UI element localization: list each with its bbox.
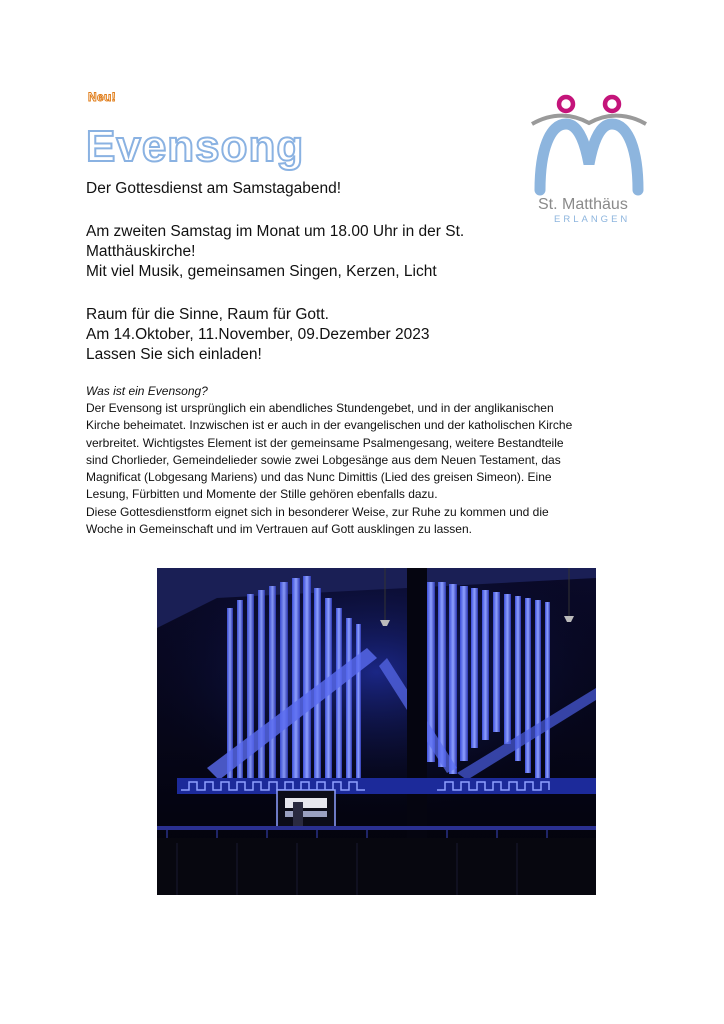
logo-city: ERLANGEN <box>554 214 631 225</box>
dates-line-3: Lassen Sie sich einladen! <box>86 346 262 363</box>
body-line: verbreitet. Wichtigstes Element ist der gemeinsame Psalmengesang, weitere Bestandteile <box>86 435 564 450</box>
body-line: Kirche beheimatet. Inzwischen ist er auch in der evangelischen und der katholischen Kirche <box>86 418 573 433</box>
body-line: Der Evensong ist ursprünglich ein abendliches Stundengebet, und in der anglikanischen <box>86 401 554 415</box>
dates-line-1: Raum für die Sinne, Raum für Gott. <box>86 306 329 323</box>
logo-name: St. Matthäus <box>538 196 628 213</box>
body-line: Woche in Gemeinschaft und im Vertrauen auf Gott ausklingen zu lassen. <box>86 522 472 537</box>
body-line: Lesung, Fürbitten und Momente der Stille gehören ebenfalls dazu. <box>86 487 438 502</box>
body-line: Magnificat (Lobgesang Mariens) und das Nunc Dimittis (Lied des greisen Simeon). Eine <box>86 470 552 485</box>
question-heading: Was ist ein Evensong? <box>86 384 208 398</box>
description-paragraph <box>86 400 646 538</box>
body-line: sind Chorlieder, Gemeindelieder sowie zwei Lobgesänge aus dem Neuen Testament, das <box>86 452 561 467</box>
intro-line-3: Mit viel Musik, gemeinsamen Singen, Kerzen, Licht <box>86 263 437 280</box>
dates-line-2: Am 14.Oktober, 11.November, 09.Dezember 2023 <box>86 326 430 343</box>
intro-line-1: Am zweiten Samstag im Monat um 18.00 Uhr in der St. <box>86 223 465 240</box>
page-title: Evensong <box>86 122 305 171</box>
body-line: Diese Gottesdienstform eignet sich in besonderer Weise, zur Ruhe zu kommen und die <box>86 504 549 519</box>
organ-photo <box>157 568 596 895</box>
intro-line-2: Matthäuskirche! <box>86 243 196 260</box>
subtitle: Der Gottesdienst am Samstagabend! <box>86 180 342 197</box>
new-tag: Neu! <box>88 90 116 104</box>
